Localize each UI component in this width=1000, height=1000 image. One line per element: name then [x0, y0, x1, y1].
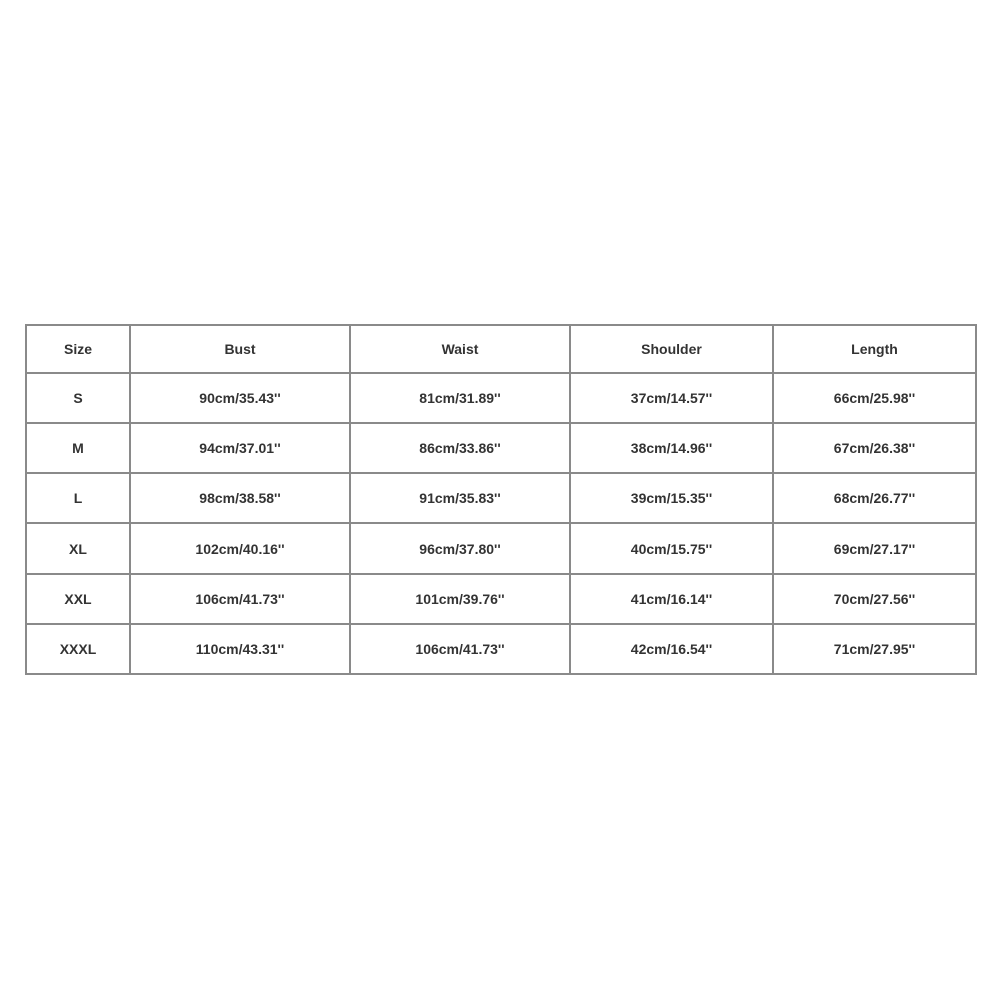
cell-shoulder: 38cm/14.96''	[570, 423, 773, 473]
cell-bust: 106cm/41.73''	[130, 574, 350, 624]
cell-bust: 94cm/37.01''	[130, 423, 350, 473]
cell-size: M	[26, 423, 130, 473]
header-size: Size	[26, 325, 130, 373]
cell-shoulder: 42cm/16.54''	[570, 624, 773, 674]
cell-size: S	[26, 373, 130, 423]
cell-length: 68cm/26.77''	[773, 473, 976, 523]
cell-length: 69cm/27.17''	[773, 523, 976, 573]
cell-shoulder: 41cm/16.14''	[570, 574, 773, 624]
cell-length: 67cm/26.38''	[773, 423, 976, 473]
cell-waist: 101cm/39.76''	[350, 574, 570, 624]
header-bust: Bust	[130, 325, 350, 373]
cell-waist: 106cm/41.73''	[350, 624, 570, 674]
cell-size: XXL	[26, 574, 130, 624]
cell-bust: 102cm/40.16''	[130, 523, 350, 573]
table-row	[26, 473, 976, 523]
table-row	[26, 423, 976, 473]
cell-waist: 86cm/33.86''	[350, 423, 570, 473]
cell-waist: 81cm/31.89''	[350, 373, 570, 423]
cell-bust: 110cm/43.31''	[130, 624, 350, 674]
cell-shoulder: 39cm/15.35''	[570, 473, 773, 523]
cell-length: 71cm/27.95''	[773, 624, 976, 674]
table-row	[26, 624, 976, 674]
cell-size: XXXL	[26, 624, 130, 674]
cell-shoulder: 37cm/14.57''	[570, 373, 773, 423]
cell-bust: 90cm/35.43''	[130, 373, 350, 423]
header-length: Length	[773, 325, 976, 373]
table-row	[26, 523, 976, 573]
cell-length: 66cm/25.98''	[773, 373, 976, 423]
cell-waist: 91cm/35.83''	[350, 473, 570, 523]
cell-length: 70cm/27.56''	[773, 574, 976, 624]
cell-waist: 96cm/37.80''	[350, 523, 570, 573]
cell-bust: 98cm/38.58''	[130, 473, 350, 523]
header-shoulder: Shoulder	[570, 325, 773, 373]
table-row	[26, 574, 976, 624]
table-row	[26, 373, 976, 423]
cell-size: L	[26, 473, 130, 523]
cell-size: XL	[26, 523, 130, 573]
cell-shoulder: 40cm/15.75''	[570, 523, 773, 573]
header-waist: Waist	[350, 325, 570, 373]
header-row	[26, 325, 976, 373]
size-chart-table	[25, 324, 977, 675]
